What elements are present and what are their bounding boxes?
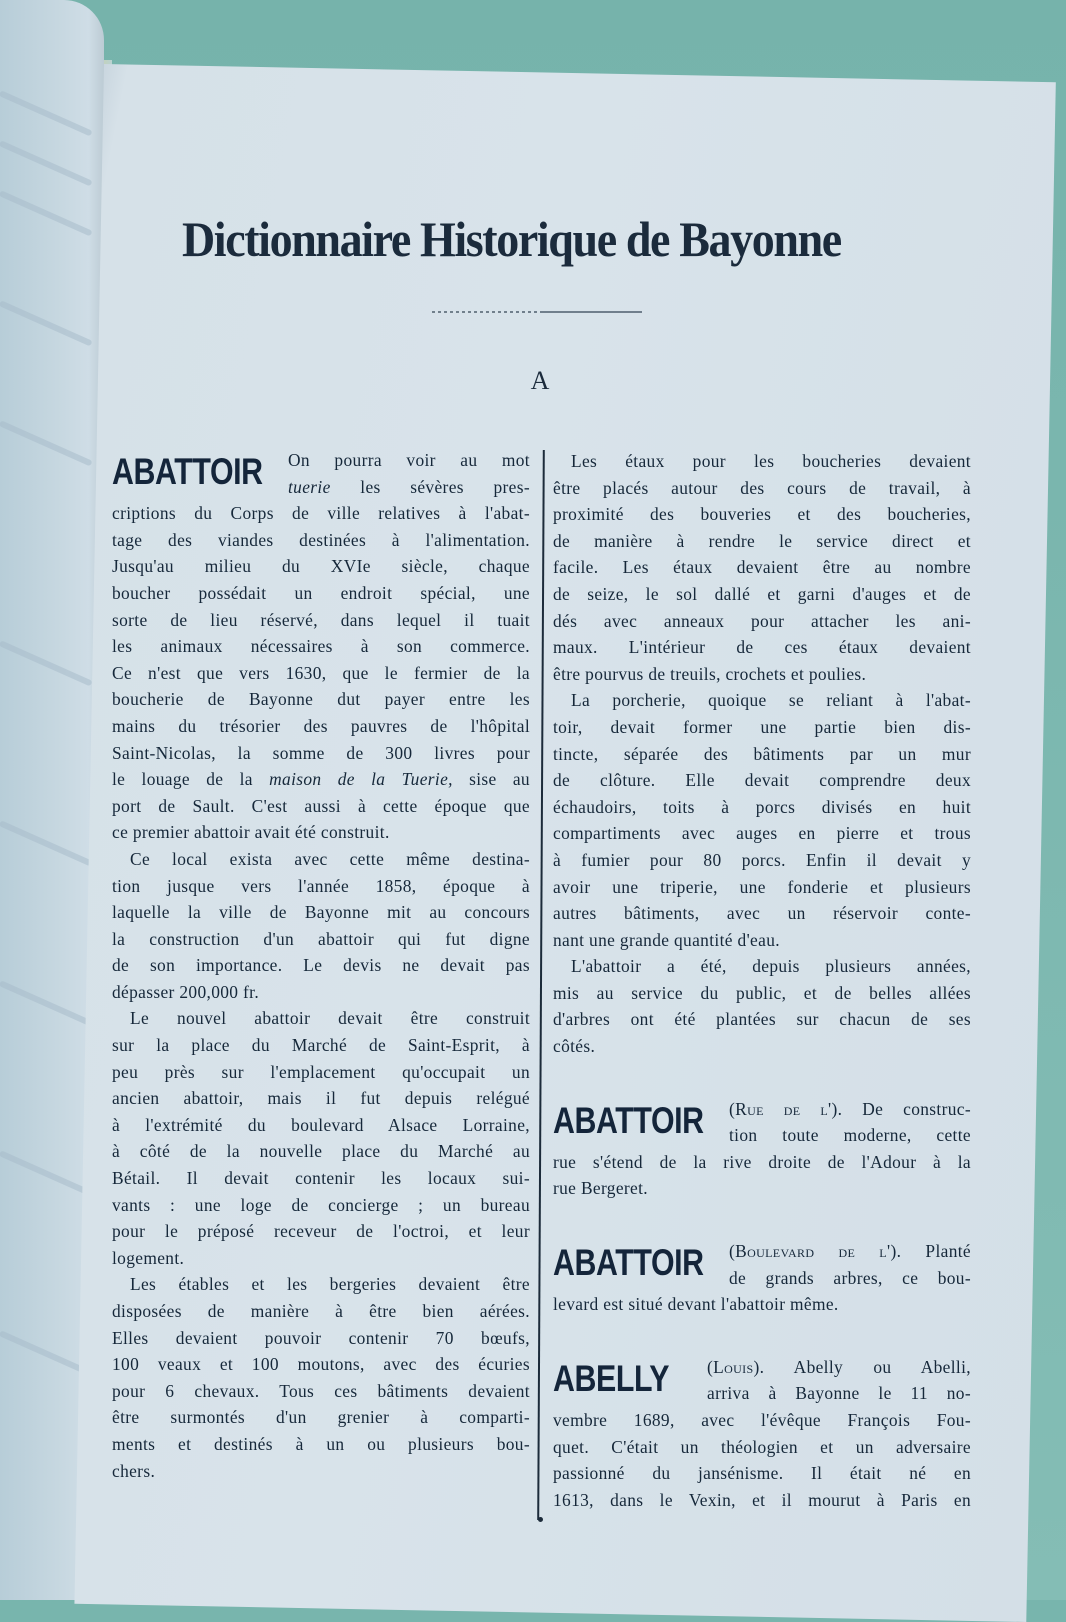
- text-line: criptions du Corps de ville relatives à l'abat-: [112, 503, 530, 524]
- italic-term: maison de la Tuerie,: [269, 769, 453, 790]
- dictionary-entry: [553, 1354, 971, 1514]
- text-line: pour le préposé receveur de l'octroi, et leur: [112, 1221, 530, 1242]
- text-line: échaudoirs, toits à porcs divisés en huit: [553, 796, 971, 817]
- text-line: logement.: [112, 1247, 185, 1268]
- entry-body: [112, 500, 530, 1484]
- section-letter: A: [530, 366, 550, 395]
- text-line: être surmontés d'un grenier à comparti-: [112, 1407, 530, 1428]
- text-line: tion toute moderne, cette: [729, 1125, 971, 1146]
- text-line: vembre 1689, avec l'évêque François Fou-: [553, 1410, 971, 1430]
- text-run: sise au: [452, 769, 530, 790]
- text-line: pour 6 chevaux. Tous ces bâtiments devaient: [112, 1380, 530, 1401]
- entry-qualifier: (Rue de l').: [729, 1098, 843, 1119]
- text-line: d'arbres ont été plantées sur chacun de ses: [553, 1009, 971, 1030]
- text-line: On pourra voir au mot: [288, 450, 530, 470]
- text-line: tincte, séparée des bâtiments par un mur: [553, 743, 971, 764]
- text-line: de manière à rendre le service direct et: [553, 530, 971, 551]
- text-line: nant une grande quantité d'eau.: [553, 929, 780, 950]
- text-line: avoir une triperie, une fonderie et plusieurs: [553, 876, 971, 897]
- text-run: le louage de la: [112, 769, 270, 790]
- dictionary-entry: [553, 1238, 971, 1318]
- text-line: la construction d'un abattoir qui fut digne: [112, 928, 530, 949]
- text-line: Bétail. Il devait contenir les locaux sui-: [112, 1168, 530, 1189]
- text-line: compartiments avec auges en pierre et trous: [553, 823, 971, 844]
- text-line: disposées de manière à être bien aérées.: [112, 1301, 530, 1321]
- text-line: autres bâtiments, avec un réservoir conte-: [553, 903, 971, 924]
- text-run: De construc-: [842, 1098, 971, 1119]
- text-line: vants : une loge de concierge ; un bureau: [112, 1194, 530, 1215]
- entry-headword: ABATTOIR: [553, 1099, 704, 1141]
- left-column: [112, 447, 530, 1484]
- text-line: passionné du jansénisme. Il était né en: [553, 1463, 971, 1484]
- text-line: 100 veaux et 100 moutons, avec des écuries: [112, 1354, 530, 1375]
- text-line: boucherie de Bayonne dut payer entre les: [112, 689, 530, 710]
- text-line: ancien abattoir, mais il fut depuis relégué: [112, 1088, 530, 1109]
- text-line: facile. Les étaux devaient être au nombre: [553, 557, 971, 578]
- text-line: ce premier abattoir avait été construit.: [112, 822, 390, 843]
- text-line: toir, devait former une partie bien dis-: [553, 716, 971, 737]
- text-line: quet. C'était un théologien et un adversaire: [553, 1436, 971, 1457]
- entry-headword: ABATTOIR: [112, 451, 263, 492]
- text-line: proximité des bouveries et des boucheries,: [553, 504, 971, 525]
- text-line: [729, 1238, 971, 1265]
- text-line: être pourvus de treuils, crochets et poulies.: [553, 663, 867, 684]
- text-line: L'abattoir a été, depuis plusieurs années,: [571, 956, 971, 977]
- column-divider-end: [538, 1517, 543, 1522]
- text-line: être placés autour des cours de travail, à: [553, 477, 971, 498]
- text-run: Planté: [901, 1241, 971, 1262]
- entry-abattoir: [112, 447, 530, 1484]
- text-line: mains du trésorier des pauvres de l'hôpital: [112, 715, 530, 736]
- text-line: côtés.: [553, 1036, 596, 1057]
- text-line: [112, 766, 530, 793]
- text-line: Ce local exista avec cette même destina-: [130, 848, 530, 869]
- text-line: rue Bergeret.: [553, 1178, 649, 1199]
- text-line: peu près sur l'emplacement qu'occupait un: [112, 1061, 530, 1082]
- entry-qualifier: (Boulevard de l').: [729, 1241, 902, 1262]
- text-line: tion jusque vers l'année 1858, époque à: [112, 875, 530, 896]
- entry-headword: ABATTOIR: [553, 1242, 704, 1284]
- text-line: de grands arbres, ce bou-: [729, 1267, 971, 1288]
- text-line: arriva à Bayonne le 11 no-: [707, 1383, 971, 1404]
- text-line: à fumier pour 80 porcs. Enfin il devait y: [553, 849, 971, 870]
- text-line: dés avec anneaux pour attacher les ani-: [553, 610, 971, 631]
- text-line: Les étaux pour les boucheries devaient: [571, 451, 971, 471]
- text-line: à côté de la nouvelle place du Marché au: [112, 1141, 530, 1162]
- text-line: tage des viandes destinées à l'alimentation.: [112, 529, 530, 550]
- text-line: [707, 1354, 971, 1381]
- entry-qualifier: (Louis).: [707, 1356, 765, 1377]
- page-title: Dictionnaire Historique de Bayonne: [181, 211, 841, 267]
- text-line: les animaux nécessaires à son commerce.: [112, 636, 530, 657]
- text-line: levard est situé devant l'abattoir même.: [553, 1294, 839, 1315]
- text-line: port de Sault. C'est aussi à cette époque que: [112, 795, 530, 816]
- italic-term: tuerie: [288, 476, 331, 497]
- text-line: mis au service du public, et de belles allées: [553, 982, 971, 1003]
- text-line: à l'extrémité du boulevard Alsace Lorraine,: [112, 1114, 530, 1135]
- title-ornament-rule: [432, 311, 642, 313]
- text-line: rue s'étend de la rive droite de l'Adour à la: [553, 1151, 971, 1172]
- text-line: chers.: [112, 1460, 156, 1481]
- text-line: de son importance. Le devis ne devait pas: [112, 955, 530, 976]
- text-line: Les étables et les bergeries devaient être: [130, 1274, 530, 1295]
- entry-headword: ABELLY: [553, 1357, 670, 1399]
- text-line: Le nouvel abattoir devait être construit: [130, 1008, 530, 1029]
- entry-list: [553, 1096, 971, 1514]
- text-line: dépasser 200,000 fr.: [112, 981, 260, 1002]
- text-line: sorte de lieu réservé, dans lequel il tuait: [112, 609, 530, 630]
- entry-continuation: [553, 448, 971, 1060]
- text-line: tuerie les sévères pres-: [288, 476, 530, 497]
- text-line: Saint-Nicolas, la somme de 300 livres pour: [112, 742, 530, 763]
- text-line: de clôture. Elle devait comprendre deux: [553, 770, 971, 791]
- dictionary-entry: [553, 1096, 971, 1202]
- text-line: ments et destinés à un ou plusieurs bou-: [112, 1433, 530, 1454]
- text-line: boucher possédait un endroit spécial, une: [112, 582, 530, 603]
- text-line: [729, 1096, 971, 1123]
- text-line: La porcherie, quoique se reliant à l'abat-: [571, 690, 971, 711]
- text-line: de seize, le sol dallé et garni d'auges et de: [553, 583, 971, 604]
- right-column: [553, 448, 971, 1513]
- text-line: Jusqu'au milieu du XVIe siècle, chaque: [112, 556, 530, 577]
- text-line: Elles devaient pouvoir contenir 70 bœufs,: [112, 1327, 530, 1348]
- text-line: laquelle la ville de Bayonne mit au concours: [112, 902, 530, 923]
- text-line: sur la place du Marché de Saint-Esprit, à: [112, 1035, 530, 1056]
- text-run: Abelly ou Abelli,: [764, 1356, 971, 1377]
- text-line: maux. L'intérieur de ces étaux devaient: [553, 637, 971, 658]
- text-line: 1613, dans le Vexin, et il mourut à Paris en: [553, 1489, 971, 1510]
- text-line: Ce n'est que vers 1630, que le fermier de la: [112, 662, 530, 683]
